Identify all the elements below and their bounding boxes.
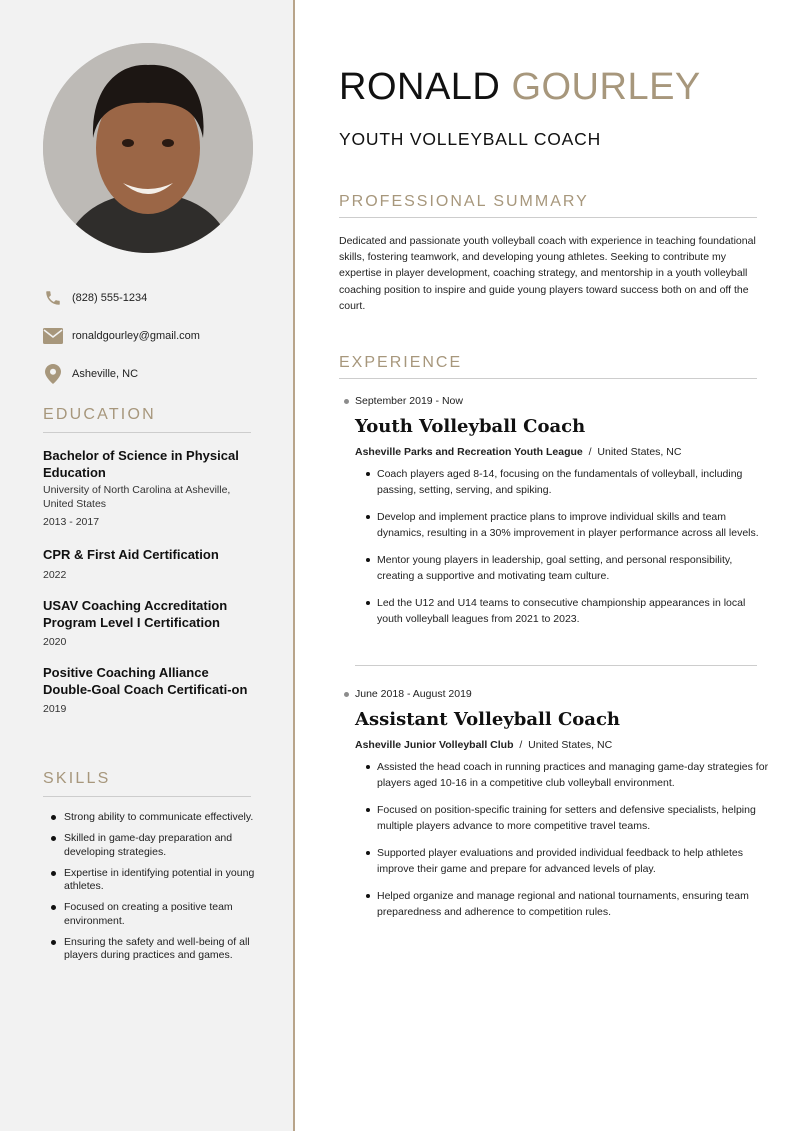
skill-item: Focused on creating a positive team environment. [50,901,275,928]
job-org: Asheville Parks and Recreation Youth League [355,446,583,458]
job-bullet: Supported player evaluations and provided individual feedback to help athletes improve their game and prepare for advanced levels of play. [366,845,771,877]
email-text: ronaldgourley@gmail.com [72,330,200,342]
degree-title: CPR & First Aid Certification [43,547,219,562]
summary-heading: PROFESSIONAL SUMMARY [339,193,757,218]
degree-title: Positive Coaching Alliance Double-Goal Coach Certificati-on [43,665,248,697]
job-bullet: Coach players aged 8-14, focusing on the fundamentals of volleyball, including passing, setting, serving, and spiking. [366,466,771,498]
skill-item: Expertise in identifying potential in young athletes. [50,867,275,894]
education-years: 2022 [43,568,67,581]
job-title: YOUTH VOLLEYBALL COACH [339,129,602,149]
education-item [43,448,258,528]
phone-icon [43,288,63,308]
job-org-line [355,739,612,751]
last-name: GOURLEY [511,66,701,108]
job-org: Asheville Junior Volleyball Club [355,739,514,751]
job-dates-text: September 2019 - Now [355,395,463,407]
job-location: United States, NC [597,446,682,458]
education-years: 2019 [43,703,67,715]
profile-photo [43,43,253,253]
experience-heading: EXPERIENCE [339,354,757,379]
skill-item: Skilled in game-day preparation and developing strategies. [50,832,275,859]
job-role: Youth Volleyball Coach [355,416,586,437]
job-bullets [366,759,771,931]
contact-location [43,363,273,385]
job-dates-text: June 2018 - August 2019 [355,688,472,700]
job-bullet: Led the U12 and U14 teams to consecutive championship appearances in local youth volleyball leagues from 2021 to 2023. [366,595,771,627]
skill-item: Strong ability to communicate effectively. [50,811,275,825]
contact-phone[interactable] [43,287,273,309]
education-years: 2013 - 2017 [43,516,100,528]
degree-title: USAV Coaching Accreditation Program Level I Certification [43,598,228,630]
job-dates [344,688,472,700]
job-bullet: Focused on position-specific training for setters and defensive specialists, helping multiple players advance to more competitive travel teams. [366,802,771,834]
education-item [43,665,258,715]
timeline-dot [344,692,349,697]
skills-list [50,811,275,970]
job-bullet: Helped organize and manage regional and national tournaments, ensuring team preparedness and adherence to competition rules. [366,888,771,920]
skills-heading: SKILLS [43,770,251,797]
job-role: Assistant Volleyball Coach [355,709,620,730]
job-bullet: Develop and implement practice plans to improve individual skills and team dynamics, resulting in a 30% improvement in player performance across all levels. [366,509,771,541]
skill-item: Ensuring the safety and well-being of all players during practices and games. [50,936,275,963]
experience-divider [355,665,757,666]
org-separator: / [519,739,523,751]
job-location: United States, NC [528,739,613,751]
school-name: University of North Carolina at Asheville, United States [43,484,231,510]
timeline-dot [344,399,349,404]
degree-title: Bachelor of Science in Physical Education [43,448,239,480]
first-name: RONALD [339,66,501,108]
summary-text: Dedicated and passionate youth volleyball coach with experience in teaching foundational skills, fostering teamwork, and developing young athletes. Seeking to contribute my expertise in player development, coaching strategy, and mentorship in a youth volleyball coaching position to inspire and guide young players toward success both on and off the court. [339,235,756,312]
education-item [43,598,258,648]
map-pin-icon [43,364,63,384]
phone-text: (828) 555-1234 [72,292,148,304]
org-separator: / [588,446,592,458]
job-bullet: Mentor young players in leadership, goal setting, and personal responsibility, creating a supportive and motivating team culture. [366,552,771,584]
candidate-name [339,66,701,109]
contact-email[interactable] [43,325,273,347]
envelope-icon [43,326,63,346]
location-text: Asheville, NC [72,368,139,380]
job-bullets [366,466,771,638]
job-bullet: Assisted the head coach in running practices and managing game-day strategies for players aged 10-16 in a competitive club volleyball environment. [366,759,771,791]
education-heading: EDUCATION [43,406,251,433]
sidebar [0,0,295,1131]
job-org-line [355,446,681,458]
education-years: 2020 [43,636,67,648]
education-item [43,547,258,581]
job-dates [344,395,463,407]
